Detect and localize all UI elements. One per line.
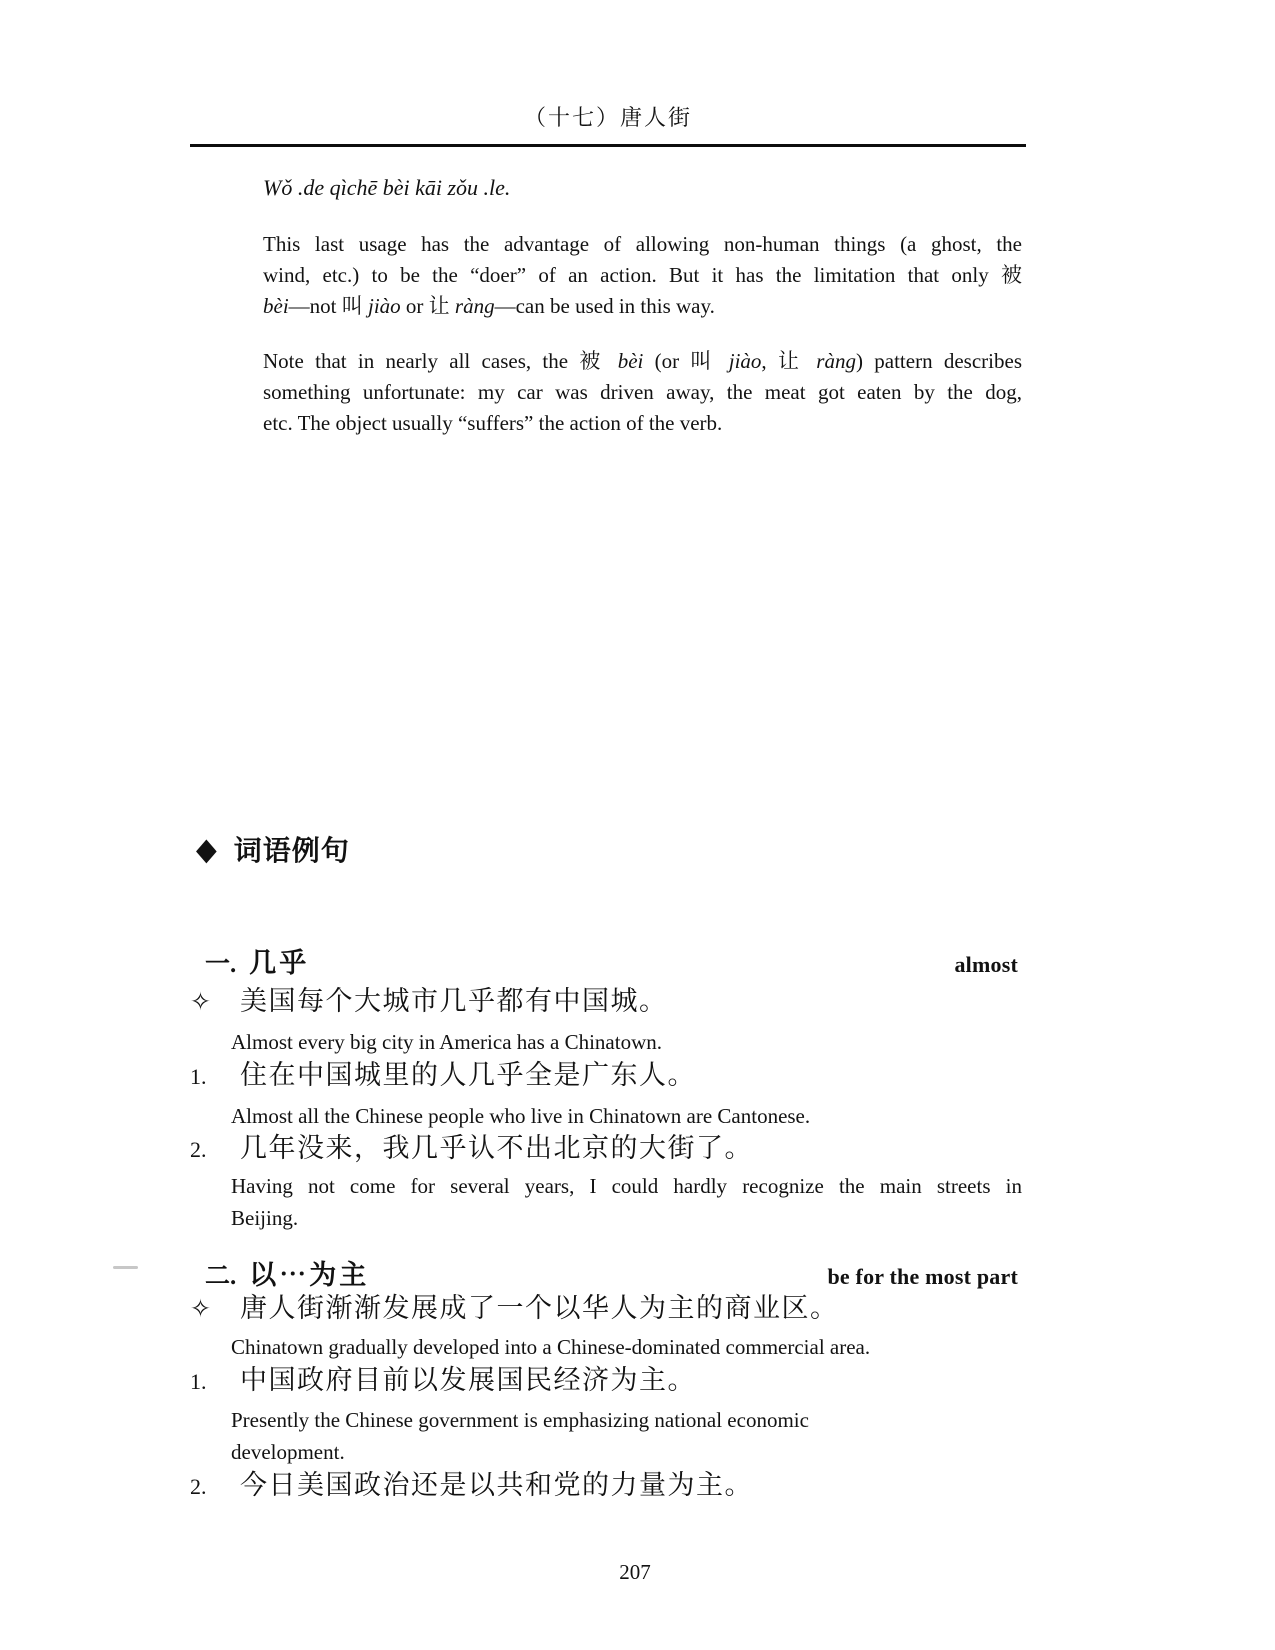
example-row — [190, 1364, 1040, 1398]
text-line: Presently the Chinese government is emphasizing national economic — [231, 1408, 809, 1432]
example-number: 1. — [190, 1064, 207, 1089]
text-line: Almost every big city in America has a Chinatown. — [231, 1030, 662, 1054]
example-translation — [231, 1100, 1022, 1132]
text-line: This last usage has the advantage of allowing non-human things (a ghost, the — [263, 232, 1022, 256]
section-heading — [205, 1253, 1018, 1292]
example-translation — [231, 1026, 1022, 1058]
text-line: bèi—not 叫 jiào or 让 ràng—can be used in this way. — [263, 294, 715, 318]
text-line: development. — [231, 1440, 345, 1464]
star-bullet-icon: ✧ — [190, 989, 211, 1016]
example-row — [190, 1292, 1040, 1326]
section-gloss: be for the most part — [827, 1264, 1018, 1289]
example-number: 2. — [190, 1474, 207, 1499]
example-row — [190, 985, 1040, 1019]
diamond-icon: ◆ — [196, 831, 217, 866]
section-term: 以⋯为主 — [249, 1260, 370, 1290]
text-line: Chinatown gradually developed into a Chinese-dominated commercial area. — [231, 1335, 871, 1359]
text-line: something unfortunate: my car was driven away, the meat got eaten by the dog, — [263, 380, 1022, 404]
example-chinese: 几年没来，我几乎认不出北京的大街了。 — [240, 1133, 753, 1163]
page-number: 207 — [619, 1560, 651, 1584]
example-translation — [231, 1404, 1022, 1468]
section-number: 二. — [205, 1263, 237, 1290]
text-line: Note that in nearly all cases, the 被 bèi (or 叫 jiào, 让 ràng) pattern describes — [263, 349, 1022, 373]
header-divider — [190, 144, 1026, 147]
example-row — [190, 1469, 1040, 1503]
example-chinese: 唐人街渐渐发展成了一个以华人为主的商业区。 — [240, 1293, 839, 1323]
example-chinese: 美国每个大城市几乎都有中国城。 — [240, 986, 668, 1016]
text-line: wind, etc.) to be the “doer” of an action. But it has the limitation that only 被 — [263, 263, 1022, 287]
section-gloss: almost — [954, 952, 1018, 977]
text-line: Beijing. — [231, 1206, 299, 1230]
scan-artifact — [113, 1266, 138, 1269]
page-header-title: （十七）唐人街 — [523, 105, 692, 130]
text-line: etc. The object usually “suffers” the action of the verb. — [263, 411, 723, 435]
example-chinese: 今日美国政治还是以共和党的力量为主。 — [240, 1470, 753, 1500]
text-line: Having not come for several years, I could hardly recognize the main streets in — [231, 1174, 1022, 1198]
example-number: 2. — [190, 1137, 207, 1162]
body-paragraph — [263, 346, 1022, 439]
section-number: 一. — [205, 951, 237, 978]
example-translation — [231, 1331, 1022, 1363]
examples-heading-label: 词语例句 — [233, 836, 350, 867]
example-translation — [231, 1170, 1022, 1234]
body-paragraph — [263, 229, 1022, 322]
section-heading — [205, 941, 1018, 980]
example-chinese: 中国政府目前以发展国民经济为主。 — [240, 1365, 696, 1395]
example-number: 1. — [190, 1369, 207, 1394]
pinyin-example: Wǒ .de qìchē bèi kāi zǒu .le. — [263, 175, 511, 200]
example-chinese: 住在中国城里的人几乎全是广东人。 — [240, 1060, 696, 1090]
section-term: 几乎 — [249, 948, 310, 978]
examples-section-heading — [196, 829, 350, 869]
example-row — [190, 1059, 1040, 1093]
example-row — [190, 1132, 1040, 1166]
star-bullet-icon: ✧ — [190, 1296, 211, 1323]
text-line: Almost all the Chinese people who live in Chinatown are Cantonese. — [231, 1104, 811, 1128]
